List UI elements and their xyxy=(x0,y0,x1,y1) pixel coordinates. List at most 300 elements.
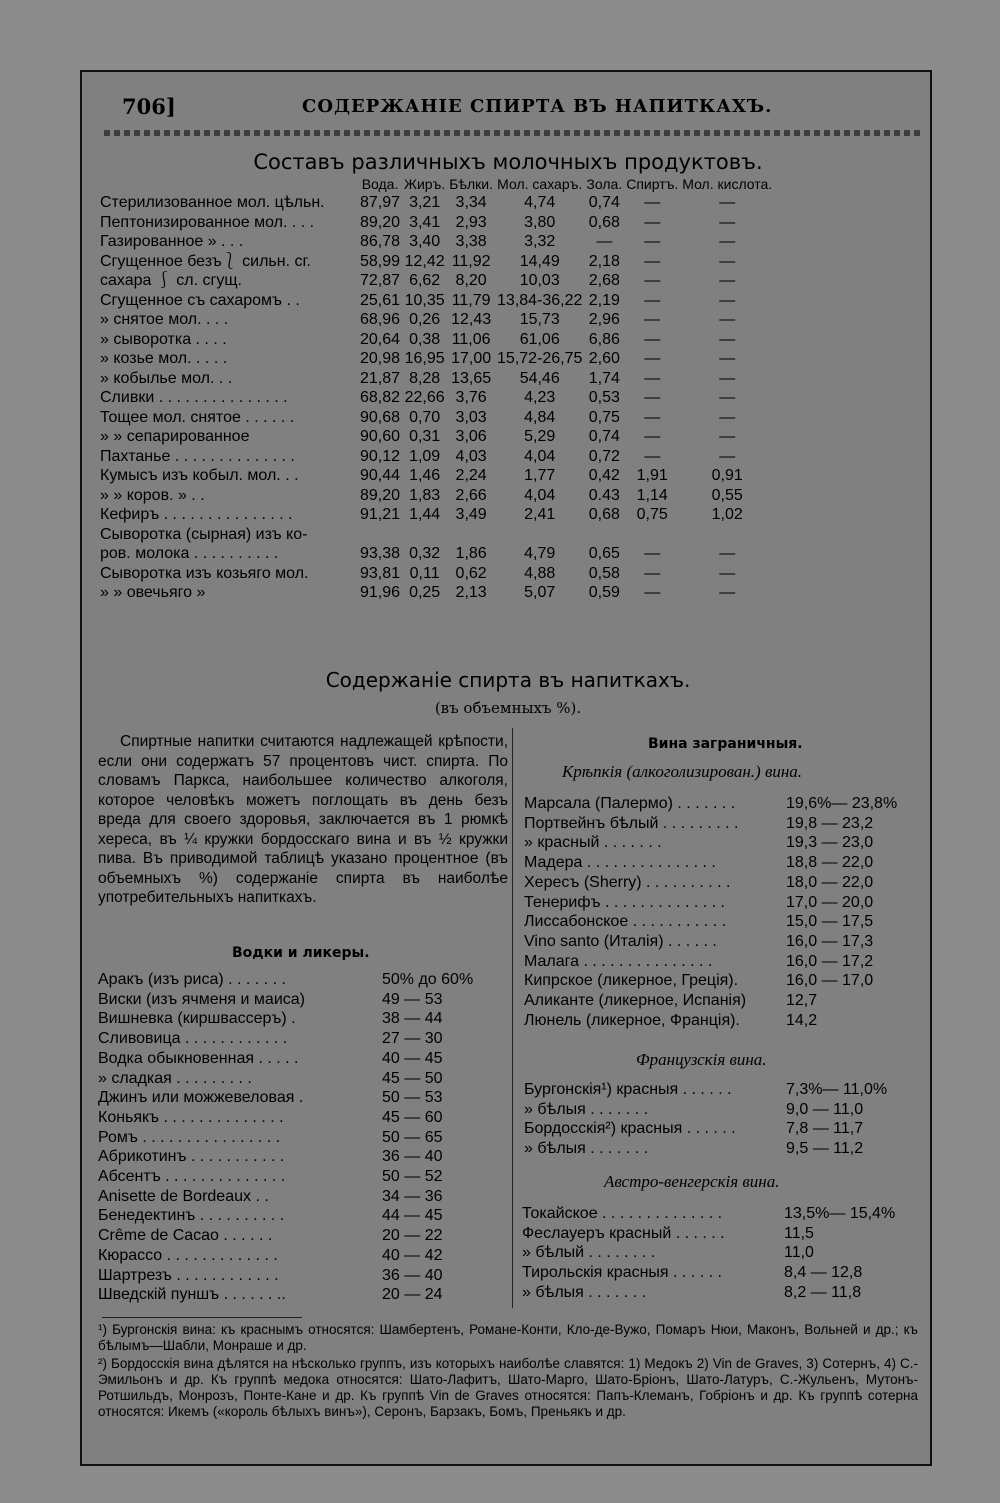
milk-value-cell: 90,44 xyxy=(360,467,401,484)
liquor-row-value: 49 — 53 xyxy=(382,990,443,1008)
milk-value-cell: 11,92 xyxy=(451,252,491,270)
liquor-row-name: Коньякъ . . . . . . . . . . . . . . xyxy=(98,1108,284,1126)
austro-wine-row xyxy=(522,1224,895,1244)
milk-value-cell: 0,31 xyxy=(409,428,441,445)
page-header xyxy=(122,94,902,124)
milk-value-cell: — xyxy=(644,252,661,270)
liquor-row-value: 20 — 22 xyxy=(382,1227,443,1245)
milk-value-cell: 93,81 xyxy=(360,564,401,582)
liquor-row xyxy=(98,1285,473,1305)
milk-table-row xyxy=(98,408,774,428)
strong-wine-row-value: 18,0 — 22,0 xyxy=(786,873,874,891)
milk-value-cell: 12,43 xyxy=(451,311,492,328)
strong-wine-row-name: Лиссабонское . . . . . . . . . . . xyxy=(524,913,727,931)
strong-wine-row xyxy=(524,1011,897,1031)
strong-wine-row xyxy=(524,814,897,834)
milk-value-cell: 4,23 xyxy=(524,389,556,406)
milk-table-row xyxy=(98,291,774,311)
milk-table-row xyxy=(98,369,774,389)
milk-value-cell: 1,02 xyxy=(711,506,743,523)
french-wine-row-name: Бордосскія²) красныя . . . . . . xyxy=(524,1120,736,1138)
liquor-row-name: Вишневка (киршвассеръ) . xyxy=(98,1010,296,1028)
milk-value-cell: 3,32 xyxy=(524,233,556,250)
milk-value-cell: 1,44 xyxy=(409,506,441,523)
milk-table-row xyxy=(98,349,774,369)
milk-value-cell: 68,82 xyxy=(360,389,401,406)
milk-product-name: ров. молока . . . . . . . . . . xyxy=(100,545,279,562)
milk-value-cell: 3,38 xyxy=(455,233,487,250)
strong-wine-row-value: 15,0 — 17,5 xyxy=(786,913,874,931)
milk-value-cell: 5,29 xyxy=(524,428,556,445)
milk-value-cell: 13,84-36,22 xyxy=(497,291,583,309)
strong-wine-row xyxy=(524,932,897,952)
strong-wine-row-value: 14,2 xyxy=(786,1011,818,1029)
milk-table-row xyxy=(98,564,774,584)
austro-wine-row-value: 11,0 xyxy=(784,1244,814,1262)
strong-wine-row-value: 19,8 — 23,2 xyxy=(786,814,874,832)
milk-value-cell: 2,24 xyxy=(455,467,487,484)
liquor-row-name: » сладкая . . . . . . . . . xyxy=(98,1069,252,1087)
liquor-row xyxy=(98,1009,473,1029)
milk-value-cell: 4,74 xyxy=(524,194,556,211)
austro-wines-heading: Австро-венгерскія вина. xyxy=(604,1172,780,1191)
milk-product-name: Тощее мол. снятое . . . . . . xyxy=(100,408,295,426)
liquor-row-name: Абсентъ . . . . . . . . . . . . . . xyxy=(98,1168,286,1186)
milk-product-name: Сыворотка (сырная) изъ ко- xyxy=(100,525,308,543)
milk-value-cell: 3,03 xyxy=(455,408,487,426)
milk-value-cell: 90,60 xyxy=(360,428,401,445)
milk-value-cell: 4,88 xyxy=(524,564,556,582)
milk-value-cell: 0,62 xyxy=(455,564,487,582)
milk-value-cell: — xyxy=(719,233,736,250)
milk-column-header: Мол. сахаръ. xyxy=(497,176,583,192)
milk-value-cell: — xyxy=(644,213,661,231)
milk-value-cell: — xyxy=(719,428,736,445)
milk-column-header: Мол. кислота. xyxy=(682,176,773,192)
liquor-row xyxy=(98,1049,473,1069)
liquor-row xyxy=(98,1206,473,1226)
milk-value-cell: 0,38 xyxy=(409,330,441,348)
milk-value-cell: — xyxy=(644,194,661,211)
milk-column-header: Жиръ. xyxy=(404,176,446,192)
milk-value-cell: 3,21 xyxy=(409,194,441,211)
milk-product-name: » козье мол. . . . . xyxy=(100,350,228,367)
milk-value-cell: 0,26 xyxy=(409,311,441,328)
milk-value-cell: 6,86 xyxy=(588,330,620,348)
milk-value-cell: 20,64 xyxy=(360,330,401,348)
liquor-row-name: Crême de Cacao . . . . . . xyxy=(98,1227,273,1245)
milk-value-cell: 4,04 xyxy=(524,486,556,504)
milk-value-cell: — xyxy=(644,291,661,309)
milk-value-cell: 2,68 xyxy=(588,272,620,289)
milk-product-name: сахара ⎰ сл. сгущ. xyxy=(100,272,242,289)
liquors-table xyxy=(98,970,473,1305)
austro-wine-row-name: Феслауеръ красный . . . . . . xyxy=(522,1224,725,1242)
milk-value-cell: — xyxy=(644,311,661,328)
milk-product-name: Сгущенное безъ⎱ сильн. сг. xyxy=(100,252,311,270)
liquor-row-value: 36 — 40 xyxy=(382,1266,443,1284)
milk-value-cell: 58,99 xyxy=(360,252,401,270)
milk-value-cell: — xyxy=(644,564,661,582)
liquor-row xyxy=(98,1167,473,1187)
milk-table-row xyxy=(98,583,774,603)
milk-value-cell: — xyxy=(644,389,661,406)
french-wine-row-value: 7,3%— 11,0% xyxy=(786,1081,888,1098)
milk-value-cell: 1,74 xyxy=(588,369,620,387)
austro-wine-row xyxy=(522,1204,895,1224)
strong-wine-row-name: Кипрское (ликерное, Греція). xyxy=(524,972,739,990)
milk-value-cell: — xyxy=(719,311,736,328)
milk-value-cell: 3,34 xyxy=(455,194,487,211)
strong-wine-row-name: Тенерифъ . . . . . . . . . . . . . . xyxy=(524,893,725,911)
milk-value-cell: 12,42 xyxy=(404,252,445,270)
french-wine-row-value: 9,0 — 11,0 xyxy=(786,1100,864,1118)
milk-value-cell: 54,46 xyxy=(519,369,560,387)
liquor-row xyxy=(98,1147,473,1167)
strong-wine-row-value: 12,7 xyxy=(786,992,818,1010)
milk-product-name: Пахтанье . . . . . . . . . . . . . . xyxy=(100,447,295,465)
spirit-section-title: Содержаніе спирта въ напиткахъ. xyxy=(325,668,691,692)
milk-value-cell: 10,03 xyxy=(519,272,560,289)
intro-paragraph: Спиртные напитки считаются надлежащей крѣпости, если они содержатъ 57 процентовъ чист. спирта. По словамъ Паркса, наибольшее количество алкоголя, которое человѣкъ можетъ поглощать въ день безъ вреда для своего здоровья, заключается въ 1 рюмкѣ хереса, въ ¼ кружки бордосскаго вина и въ ½ кружки пива. Въ приводимой таблицѣ указано процентное (въ объемныхъ %) содержаніе спирта въ наиболѣе употребительныхъ напиткахъ. xyxy=(98,733,508,906)
austro-wine-row xyxy=(522,1243,895,1263)
milk-value-cell: 8,28 xyxy=(409,369,441,387)
strong-wine-row xyxy=(524,952,897,972)
milk-value-cell: — xyxy=(719,330,736,348)
liquor-row-name: Шведскій пуншъ . . . . . . .. xyxy=(98,1286,286,1304)
milk-value-cell: — xyxy=(719,194,736,211)
milk-table-row xyxy=(98,427,774,447)
austro-wine-row-name: Токайское . . . . . . . . . . . . . . xyxy=(522,1205,723,1222)
milk-product-name: Сыворотка изъ козьяго мол. xyxy=(100,564,309,582)
liquor-row-value: 34 — 36 xyxy=(382,1187,443,1205)
liquor-row-name: Шартрезъ . . . . . . . . . . . . xyxy=(98,1266,279,1284)
milk-value-cell: 0,53 xyxy=(588,389,620,406)
milk-value-cell: — xyxy=(644,447,661,465)
milk-value-cell: 90,12 xyxy=(360,447,401,465)
austro-wine-row-value: 13,5%— 15,4% xyxy=(784,1205,896,1222)
milk-table-row xyxy=(98,213,774,233)
footnote-rule xyxy=(102,1317,302,1318)
milk-value-cell: 11,06 xyxy=(451,330,491,348)
milk-value-cell: 3,49 xyxy=(455,506,487,523)
milk-value-cell: 2,13 xyxy=(455,584,487,601)
strong-wine-row-name: Люнель (ликерное, Франція). xyxy=(524,1011,740,1029)
liquors-heading: Водки и ликеры. xyxy=(232,945,370,961)
milk-value-cell xyxy=(680,525,774,545)
milk-value-cell: 15,73 xyxy=(519,311,560,328)
milk-value-cell: 3,06 xyxy=(455,428,487,445)
strong-wines-heading: Крѣпкія (алкоголизирован.) вина. xyxy=(562,762,803,781)
milk-value-cell: — xyxy=(644,330,661,348)
milk-value-cell: 89,20 xyxy=(360,486,401,504)
milk-value-cell: — xyxy=(719,389,736,406)
milk-value-cell: 2,18 xyxy=(588,252,620,270)
milk-value-cell: 0,70 xyxy=(409,408,441,426)
milk-value-cell: 90,68 xyxy=(360,408,401,426)
milk-value-cell: 22,66 xyxy=(404,389,445,406)
running-title: СОДЕРЖАНІЕ СПИРТА ВЪ НАПИТКАХЪ. xyxy=(302,96,773,117)
footnote-2: ²) Бордосскія вина дѣлятся на нѣсколько группъ, изъ которыхъ наиболѣе славятся: 1) Медокъ 2) Vin de Graves, 3) Сотернъ, 4) С.-Эмильонъ и др. Къ группѣ медока относятся: Шато-Лафитъ, Шато-Марго, Шато-Бріонъ, Шато-Латуръ, С.-Жульенъ, Мутонъ-Ротшильдъ, Монрозъ, Понте-Кане и др. Къ группѣ Vin de Graves относятся: Папъ-Клеманъ, Гобріонъ и др. Къ группѣ сотерна относятся: Икемъ («король бѣлыхъ винъ»), Серонъ, Барзакъ, Бомъ, Преньякъ и др. xyxy=(98,1356,918,1419)
milk-table-row xyxy=(98,193,774,213)
milk-value-cell: — xyxy=(644,545,661,562)
milk-table-row xyxy=(98,388,774,408)
milk-value-cell: 3,41 xyxy=(409,213,441,231)
liquor-row xyxy=(98,1128,473,1148)
liquor-row-value: 45 — 50 xyxy=(382,1069,443,1087)
milk-value-cell xyxy=(584,525,624,545)
liquor-row-name: Водка обыкновенная . . . . . xyxy=(98,1049,299,1067)
strong-wine-row xyxy=(524,971,897,991)
milk-value-cell: 0,75 xyxy=(636,506,668,523)
french-wine-row xyxy=(524,1100,887,1120)
milk-value-cell: 14,49 xyxy=(519,252,560,270)
milk-product-name: » » коров. » . . xyxy=(100,486,205,504)
austro-wine-row-value: 8,2 — 11,8 xyxy=(784,1283,862,1301)
milk-value-cell: 2,41 xyxy=(524,506,556,523)
milk-value-cell: 0,75 xyxy=(588,408,620,426)
french-wines-heading: Французскія вина. xyxy=(636,1050,767,1069)
liquor-row-name: Абрикотинъ . . . . . . . . . . . xyxy=(98,1148,285,1166)
austro-wine-row-value: 8,4 — 12,8 xyxy=(784,1264,863,1282)
strong-wine-row-name: Хересъ (Sherry) . . . . . . . . . . xyxy=(524,873,731,891)
liquor-row-name: Anisette de Bordeaux . . xyxy=(98,1187,269,1205)
milk-value-cell: 0,74 xyxy=(588,194,620,211)
milk-value-cell: 2,66 xyxy=(455,486,487,504)
milk-value-cell: — xyxy=(719,564,736,582)
milk-value-cell: 13,65 xyxy=(451,369,492,387)
milk-product-name: Кумысъ изъ кобыл. мол. . . xyxy=(100,467,299,484)
milk-value-cell: 1,77 xyxy=(524,467,556,484)
french-wine-row xyxy=(524,1080,887,1100)
strong-wine-row-name: Мадера . . . . . . . . . . . . . . . xyxy=(524,854,716,872)
milk-value-cell: 1,09 xyxy=(409,447,441,465)
column-divider xyxy=(512,728,513,1308)
milk-product-name: » снятое мол. . . . xyxy=(100,311,229,328)
strong-wine-row-value: 17,0 — 20,0 xyxy=(786,893,874,911)
milk-value-cell: — xyxy=(719,545,736,562)
strong-wines-table xyxy=(524,794,897,1030)
austro-wine-row-name: Тирольскія красныя . . . . . . xyxy=(522,1264,722,1282)
milk-value-cell: 17,00 xyxy=(451,350,492,367)
milk-value-cell: 68,96 xyxy=(360,311,401,328)
milk-value-cell: 72,87 xyxy=(360,272,401,289)
strong-wine-row-name: Vino santo (Италія) . . . . . . xyxy=(524,932,717,950)
milk-table-row xyxy=(98,486,774,506)
milk-value-cell: 0,74 xyxy=(588,428,620,445)
liquor-row-value: 40 — 42 xyxy=(382,1246,443,1264)
liquor-row xyxy=(98,1088,473,1108)
liquor-row-value: 45 — 60 xyxy=(382,1108,443,1126)
milk-value-cell: 2,93 xyxy=(455,213,487,231)
milk-product-name: » » сепарированное xyxy=(100,428,250,445)
milk-value-cell: 20,98 xyxy=(360,350,401,367)
milk-value-cell: 2,19 xyxy=(588,291,620,309)
milk-value-cell: 0,25 xyxy=(409,584,441,601)
french-wine-row-value: 7,8 — 11,7 xyxy=(786,1120,864,1138)
milk-product-name: » кобылье мол. . . xyxy=(100,369,233,387)
milk-table-row xyxy=(98,232,774,252)
milk-value-cell: — xyxy=(719,584,736,601)
milk-value-cell: 0,72 xyxy=(588,447,620,465)
milk-value-cell: 1,14 xyxy=(636,486,668,504)
french-wine-row-name: » бѣлыя . . . . . . . xyxy=(524,1140,649,1158)
liquor-row-name: Кюрассо . . . . . . . . . . . . . xyxy=(98,1246,278,1264)
milk-value-cell: 0,42 xyxy=(588,467,620,484)
milk-table-row xyxy=(98,271,774,291)
decorative-rule xyxy=(104,130,924,136)
austro-wine-row-name: » бѣлый . . . . . . . . xyxy=(522,1244,656,1262)
strong-wine-row-value: 19,6%— 23,8% xyxy=(786,795,898,812)
austro-wines-table xyxy=(522,1204,895,1303)
milk-table-title: Составъ различныхъ молочныхъ продуктовъ. xyxy=(253,150,763,174)
page-number: 706] xyxy=(122,94,176,119)
strong-wine-row-value: 18,8 — 22,0 xyxy=(786,854,874,872)
milk-value-cell: — xyxy=(719,272,736,289)
milk-value-cell xyxy=(624,525,680,545)
milk-value-cell: — xyxy=(719,252,736,270)
milk-value-cell: 21,87 xyxy=(360,369,401,387)
strong-wine-row xyxy=(524,991,897,1011)
milk-value-cell: 15,72-26,75 xyxy=(497,350,583,367)
austro-wine-row-name: » бѣлыя . . . . . . . xyxy=(522,1283,647,1301)
french-wine-row-name: Бургонскія¹) красныя . . . . . . xyxy=(524,1081,732,1098)
liquor-row xyxy=(98,1069,473,1089)
milk-value-cell: 3,76 xyxy=(455,389,487,406)
milk-value-cell: 61,06 xyxy=(519,330,560,348)
liquor-row xyxy=(98,1029,473,1049)
milk-value-cell: — xyxy=(644,350,661,367)
milk-value-cell: — xyxy=(719,213,736,231)
milk-table-row xyxy=(98,252,774,272)
book-page xyxy=(80,70,932,1466)
liquor-row-value: 27 — 30 xyxy=(382,1030,443,1048)
liquor-row xyxy=(98,1226,473,1246)
milk-value-cell: 0,55 xyxy=(711,486,743,504)
strong-wine-row xyxy=(524,833,897,853)
foreign-wines-heading: Вина заграничныя. xyxy=(648,736,803,752)
liquor-row xyxy=(98,1246,473,1266)
liquor-row-name: Ромъ . . . . . . . . . . . . . . . . xyxy=(98,1128,281,1146)
milk-value-cell: 0.43 xyxy=(588,486,620,504)
french-wine-row-value: 9,5 — 11,2 xyxy=(786,1140,864,1158)
milk-value-cell: 3,40 xyxy=(409,233,441,250)
strong-wine-row-name: » красный . . . . . . . xyxy=(524,834,662,852)
liquor-row xyxy=(98,1266,473,1286)
strong-wine-row-value: 19,3 — 23,0 xyxy=(786,834,874,852)
milk-value-cell: 0,68 xyxy=(588,506,620,523)
milk-value-cell: — xyxy=(719,408,736,426)
milk-column-header: Зола. xyxy=(586,176,623,192)
austro-wine-row xyxy=(522,1283,895,1303)
milk-value-cell: 4,03 xyxy=(455,447,487,465)
milk-value-cell: — xyxy=(644,272,661,289)
milk-value-cell: — xyxy=(719,447,736,465)
milk-value-cell: 0,58 xyxy=(588,564,620,582)
strong-wine-row-value: 16,0 — 17,3 xyxy=(786,932,874,950)
milk-table-row xyxy=(98,330,774,350)
milk-value-cell: 2,60 xyxy=(588,350,620,367)
milk-table-row xyxy=(98,447,774,467)
milk-value-cell: — xyxy=(596,233,613,250)
milk-value-cell xyxy=(447,525,495,545)
liquor-row-value: 50 — 65 xyxy=(382,1128,443,1146)
milk-value-cell: — xyxy=(719,369,736,387)
milk-value-cell: 87,97 xyxy=(360,194,401,211)
milk-value-cell: 0,68 xyxy=(588,213,620,231)
milk-table-row xyxy=(98,505,774,525)
strong-wine-row xyxy=(524,912,897,932)
milk-value-cell: — xyxy=(644,233,661,250)
milk-column-header: Бѣлки. xyxy=(449,176,494,192)
milk-value-cell: 0,91 xyxy=(711,467,743,484)
liquor-row xyxy=(98,1187,473,1207)
milk-value-cell: — xyxy=(719,350,736,367)
austro-wine-row xyxy=(522,1263,895,1283)
milk-table-row xyxy=(98,466,774,486)
milk-table xyxy=(98,177,774,603)
strong-wine-row xyxy=(524,893,897,913)
liquor-row xyxy=(98,1108,473,1128)
milk-product-name: Пептонизированное мол. . . . xyxy=(100,213,315,231)
milk-product-name: Газированное » . . . xyxy=(100,233,244,250)
milk-value-cell: 1,83 xyxy=(409,486,441,504)
liquor-row-value: 50 — 52 xyxy=(382,1168,443,1186)
milk-table-row xyxy=(98,544,774,564)
liquor-row-name: Виски (изъ ячменя и маиса) xyxy=(98,990,305,1008)
french-wines-table xyxy=(524,1080,887,1159)
milk-product-name: » » овечьяго » xyxy=(100,584,206,601)
french-wine-row-name: » бѣлыя . . . . . . . xyxy=(524,1100,649,1118)
milk-value-cell: — xyxy=(644,428,661,445)
liquor-row-value: 38 — 44 xyxy=(382,1010,443,1028)
milk-value-cell: 11,79 xyxy=(451,291,491,309)
footnote-1: ¹) Бургонскія вина: къ краснымъ относятся: Шамбертенъ, Романе-Конти, Кло-де-Вужо, Помаръ Нюи, Маконъ, Вольней и др.; къ бѣлымъ—Шабли, Монраше и др. xyxy=(98,1322,918,1353)
milk-header-blank xyxy=(98,177,358,193)
milk-value-cell: 0,32 xyxy=(409,545,441,562)
french-wine-row xyxy=(524,1139,887,1159)
milk-product-name: Кефиръ . . . . . . . . . . . . . . . xyxy=(100,506,293,523)
milk-value-cell: 0,59 xyxy=(588,584,620,601)
liquor-row-value: 44 — 45 xyxy=(382,1207,443,1225)
austro-wine-row-value: 11,5 xyxy=(784,1224,814,1242)
milk-table-row xyxy=(98,525,774,545)
milk-value-cell: — xyxy=(644,584,661,601)
liquor-row-value: 40 — 45 xyxy=(382,1049,443,1067)
milk-value-cell xyxy=(402,525,447,545)
milk-value-cell: 91,96 xyxy=(360,584,401,601)
milk-value-cell: 93,38 xyxy=(360,545,401,562)
strong-wine-row xyxy=(524,853,897,873)
strong-wine-row-name: Аликанте (ликерное, Испанія) xyxy=(524,992,747,1010)
milk-value-cell: 6,62 xyxy=(409,272,441,289)
milk-value-cell: — xyxy=(719,291,736,309)
french-wine-row xyxy=(524,1119,887,1139)
milk-column-header: Спиртъ. xyxy=(626,176,679,192)
milk-value-cell: 86,78 xyxy=(360,233,401,250)
strong-wine-row xyxy=(524,794,897,814)
milk-value-cell: 16,95 xyxy=(404,350,445,367)
strong-wine-row xyxy=(524,873,897,893)
strong-wine-row-value: 16,0 — 17,0 xyxy=(786,972,874,990)
strong-wine-row-value: 16,0 — 17,2 xyxy=(786,952,874,970)
milk-value-cell xyxy=(358,525,402,545)
milk-value-cell: 10,35 xyxy=(404,291,445,309)
milk-value-cell: — xyxy=(644,369,661,387)
milk-product-name: » сыворотка . . . . xyxy=(100,330,227,348)
milk-value-cell: 89,20 xyxy=(360,213,401,231)
milk-value-cell: 0,11 xyxy=(409,564,440,582)
